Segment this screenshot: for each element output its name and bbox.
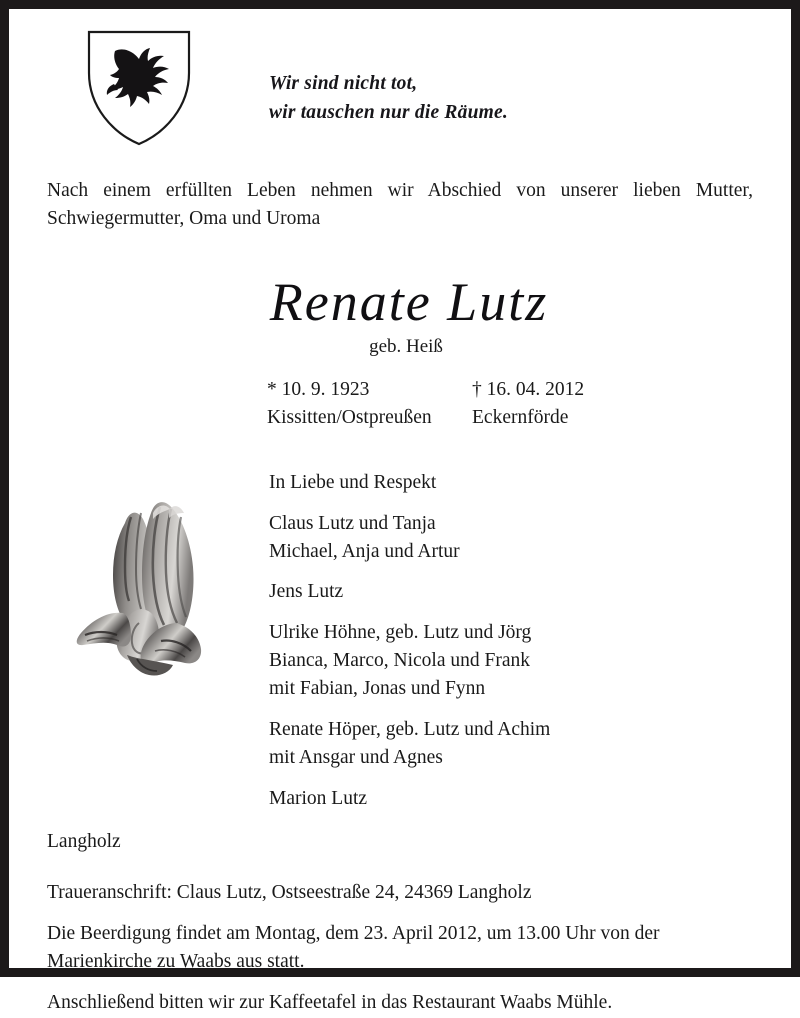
- mourner-family-group: [269, 578, 753, 606]
- funeral-line-1: Die Beerdigung findet am Montag, dem 23. April 2012, um 13.00 Uhr von der: [47, 922, 660, 944]
- mourner-family-group: [269, 785, 753, 813]
- mourner-line: Claus Lutz und Tanja: [269, 512, 436, 534]
- intro-line-1: Nach einem erfüllten Leben nehmen wir Abschied von unserer lieben Mutter,: [47, 180, 753, 201]
- mourners-heading: In Liebe und Respekt: [269, 471, 437, 493]
- deceased-maiden-name: geb. Heiß: [369, 336, 443, 358]
- mourning-address: Traueranschrift: Claus Lutz, Ostseestraße 24, 24369 Langholz: [47, 881, 532, 903]
- reception-note: Anschließend bitten wir zur Kaffeetafel in das Restaurant Waabs Mühle.: [47, 992, 613, 1014]
- mourner-family-group: [269, 510, 753, 566]
- death-date: † 16. 04. 2012: [472, 379, 585, 401]
- funeral-line-2: Marienkirche zu Waabs aus statt.: [47, 951, 305, 973]
- obituary-content: [9, 9, 791, 1014]
- epigraph-line-1: Wir sind nicht tot,: [269, 73, 418, 94]
- mourner-line: Renate Höper, geb. Lutz und Achim: [269, 718, 551, 740]
- mourners-area: [47, 469, 753, 813]
- funeral-details: [47, 920, 753, 977]
- birth-place: Kissitten/Ostpreußen: [267, 407, 432, 429]
- notice-footer: [47, 879, 753, 1018]
- mourner-line: Marion Lutz: [269, 787, 368, 809]
- mourners-heading-group: [269, 469, 753, 497]
- life-dates: [47, 376, 753, 433]
- birth-date: * 10. 9. 1923: [267, 379, 370, 401]
- mourner-line: Jens Lutz: [269, 581, 344, 603]
- mourner-family-group: [269, 716, 753, 772]
- place-line: Langholz: [47, 830, 121, 852]
- mourner-line: Bianca, Marco, Nicola und Frank: [269, 650, 531, 672]
- death-place: Eckernförde: [472, 407, 569, 429]
- notice-header: [47, 21, 753, 161]
- praying-hands-illustration-icon: [65, 483, 225, 678]
- mourner-family-group: [269, 619, 753, 703]
- birth-details: [267, 376, 472, 433]
- death-details: [472, 376, 677, 433]
- deceased-full-name: Renate Lutz: [269, 271, 549, 332]
- heraldic-shield-with-eagle-icon: [85, 29, 193, 147]
- mourner-line: Michael, Anja und Artur: [269, 540, 460, 562]
- mourner-line: mit Fabian, Jonas und Fynn: [269, 678, 486, 699]
- intro-line-2: Schwiegermutter, Oma und Uroma: [47, 208, 321, 230]
- deceased-name-block: [47, 271, 753, 359]
- mourner-line: mit Ansgar und Agnes: [269, 746, 443, 768]
- epigraph: [269, 69, 508, 128]
- epigraph-line-2: wir tauschen nur die Räume.: [269, 102, 508, 124]
- intro-paragraph: [47, 177, 753, 234]
- mourner-line: Ulrike Höhne, geb. Lutz und Jörg: [269, 622, 532, 644]
